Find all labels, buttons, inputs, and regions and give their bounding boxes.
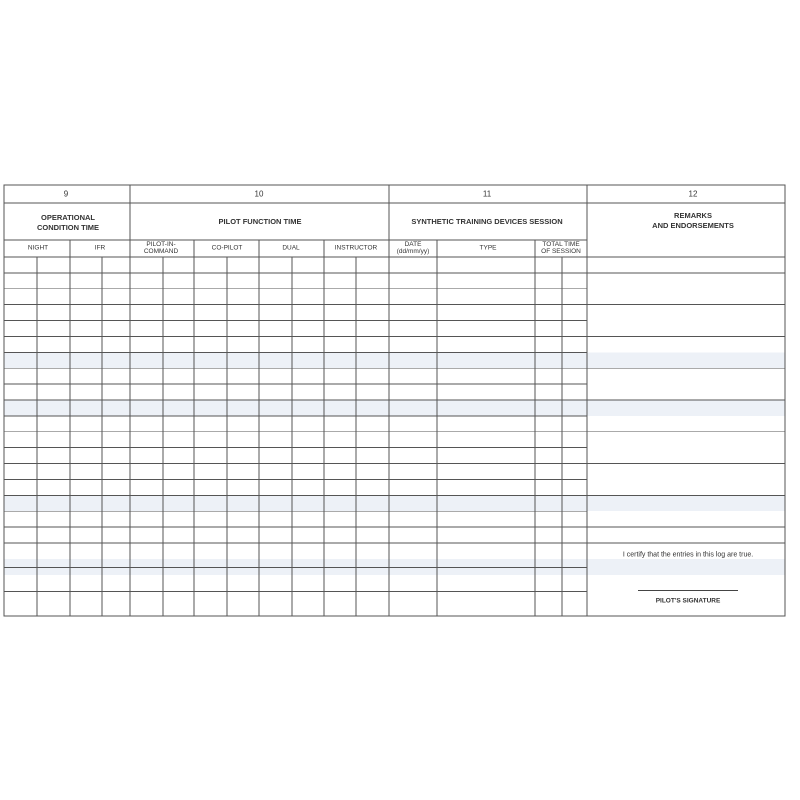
row-tint-band-2 [4,400,785,416]
section-12-number: 12 [688,189,698,199]
section-9-title-line1: OPERATIONAL [40,213,96,222]
column-pic-line2: COMMAND [143,248,179,255]
row-tint-band-1 [4,352,785,368]
section-9-title-line2: CONDITION TIME [36,223,100,232]
column-night: NIGHT [27,244,49,252]
column-total-line2: OF SESSION [541,248,581,255]
section-11-title: SYNTHETIC TRAINING DEVICES SESSION [411,217,563,226]
certify-statement: I certify that the entries in this log are true. [622,551,754,559]
section-12-title-line1: REMARKS [674,211,712,220]
column-instructor: INSTRUCTOR [334,244,378,252]
column-date-line1: DATE [404,241,422,248]
signature-line[interactable] [638,590,738,591]
column-pilot-in-command [144,241,178,255]
section-11-number: 11 [482,189,492,199]
column-total-line1: TOTAL TIME [542,241,580,248]
section-12-title [652,211,734,231]
column-ifr: IFR [94,244,106,252]
column-total-time [541,241,581,255]
section-10-title: PILOT FUNCTION TIME [218,217,302,226]
column-pic-line1: PILOT-IN- [146,241,176,248]
row-tint-band-3 [4,495,785,511]
row-tint-band-4 [4,559,785,575]
section-9-number: 9 [63,189,69,199]
section-9-title [37,213,99,233]
section-10-number: 10 [254,189,264,199]
column-dual: DUAL [282,244,300,252]
signature-label: PILOT'S SIGNATURE [655,597,721,605]
column-co-pilot: CO-PILOT [211,244,243,252]
column-date-line2: (dd/mm/yy) [396,248,430,255]
column-type: TYPE [479,244,497,252]
section-12-title-line2: AND ENDORSEMENTS [652,221,734,230]
column-date [397,241,430,255]
